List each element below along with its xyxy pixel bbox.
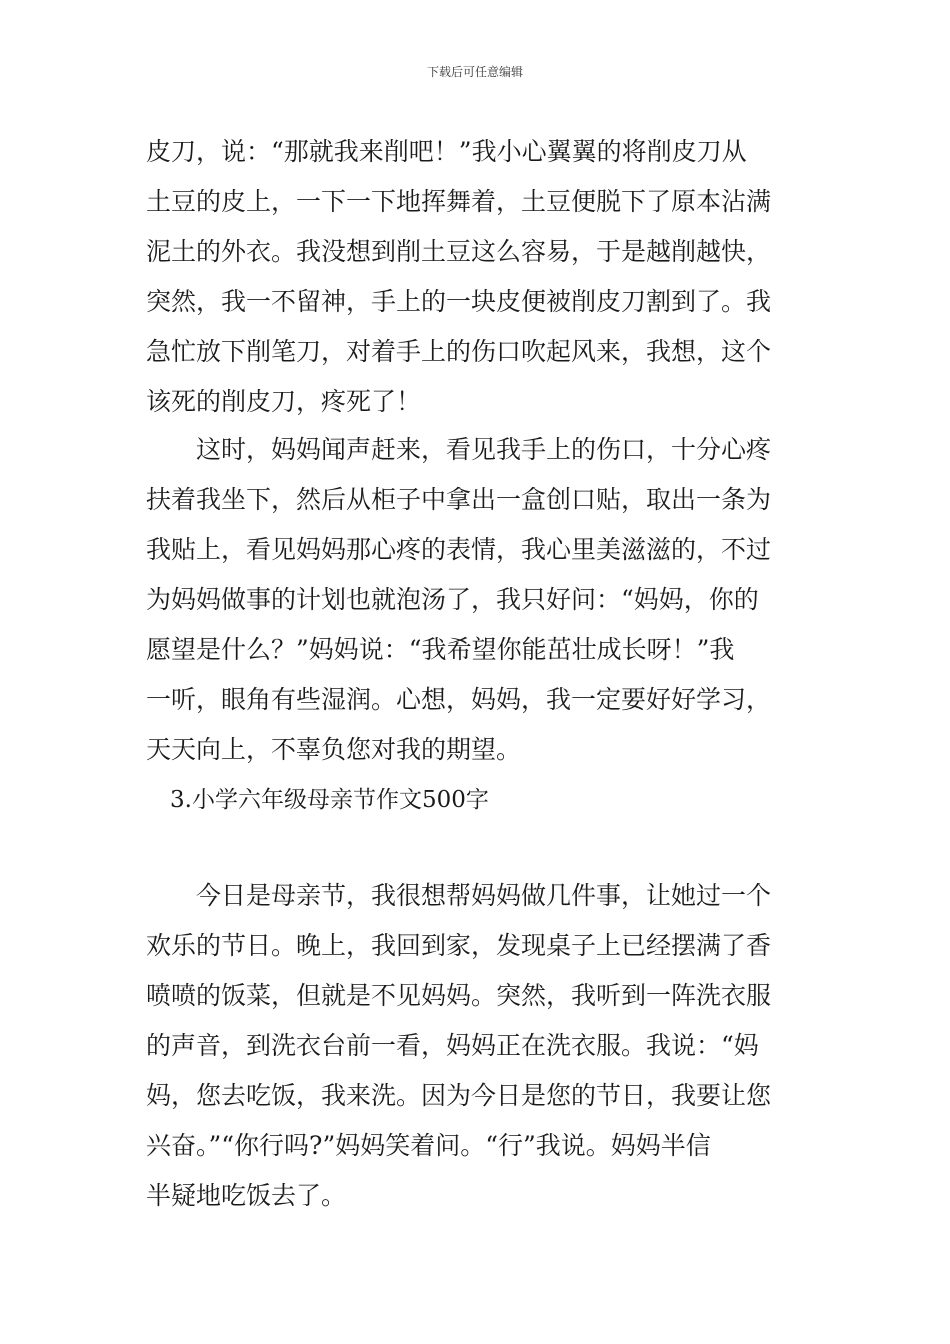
text-line: 兴奋。”“你行吗?”妈妈笑着问。“行”我说。妈妈半信 <box>146 1131 711 1160</box>
text-line: 愿望是什么？”妈妈说：“我希望你能茁壮成长呀！”我 <box>146 635 735 664</box>
text-line: 这时，妈妈闻声赶来，看见我手上的伤口，十分心疼 <box>196 435 772 464</box>
page-header-note: 下载后可任意编辑 <box>426 65 523 79</box>
text-line: 的声音，到洗衣台前一看，妈妈正在洗衣服。我说：“妈 <box>146 1031 759 1060</box>
text-line: 我贴上，看见妈妈那心疼的表情，我心里美滋滋的，不过 <box>146 535 772 564</box>
text-line: 一听，眼角有些湿润。心想，妈妈，我一定要好好学习， <box>146 685 772 714</box>
text-line: 半疑地吃饭去了。 <box>146 1181 347 1210</box>
text-line: 今日是母亲节，我很想帮妈妈做几件事，让她过一个 <box>196 881 772 910</box>
text-line: 土豆的皮上，一下一下地挥舞着，土豆便脱下了原本沾满 <box>146 187 772 216</box>
text-line: 扶着我坐下，然后从柜子中拿出一盒创口贴，取出一条为 <box>146 485 772 514</box>
text-line: 急忙放下削笔刀，对着手上的伤口吹起风来，我想，这个 <box>146 337 772 366</box>
paragraph-mother-arrives <box>146 425 808 775</box>
text-line: 天天向上，不辜负您对我的期望。 <box>146 735 522 764</box>
paragraph-continued <box>146 127 808 427</box>
text-line: 该死的削皮刀，疼死了！ <box>146 387 422 416</box>
text-line: 泥土的外衣。我没想到削土豆这么容易，于是越削越快， <box>146 237 772 266</box>
text-line: 喷喷的饭菜，但就是不见妈妈。突然，我听到一阵洗衣服 <box>146 981 772 1010</box>
text-line: 皮刀，说：“那就我来削吧！”我小心翼翼的将削皮刀从 <box>146 137 747 166</box>
text-line: 妈，您去吃饭，我来洗。因为今日是您的节日，我要让您 <box>146 1081 772 1110</box>
section-heading: 3.小学六年级母亲节作文500字 <box>170 787 489 813</box>
text-line: 突然，我一不留神，手上的一块皮便被削皮刀割到了。我 <box>146 287 772 316</box>
text-line: 欢乐的节日。晚上，我回到家，发现桌子上已经摆满了香 <box>146 931 772 960</box>
paragraph-mothers-day <box>146 871 808 1221</box>
text-line: 为妈妈做事的计划也就泡汤了，我只好问：“妈妈，你的 <box>146 585 759 614</box>
